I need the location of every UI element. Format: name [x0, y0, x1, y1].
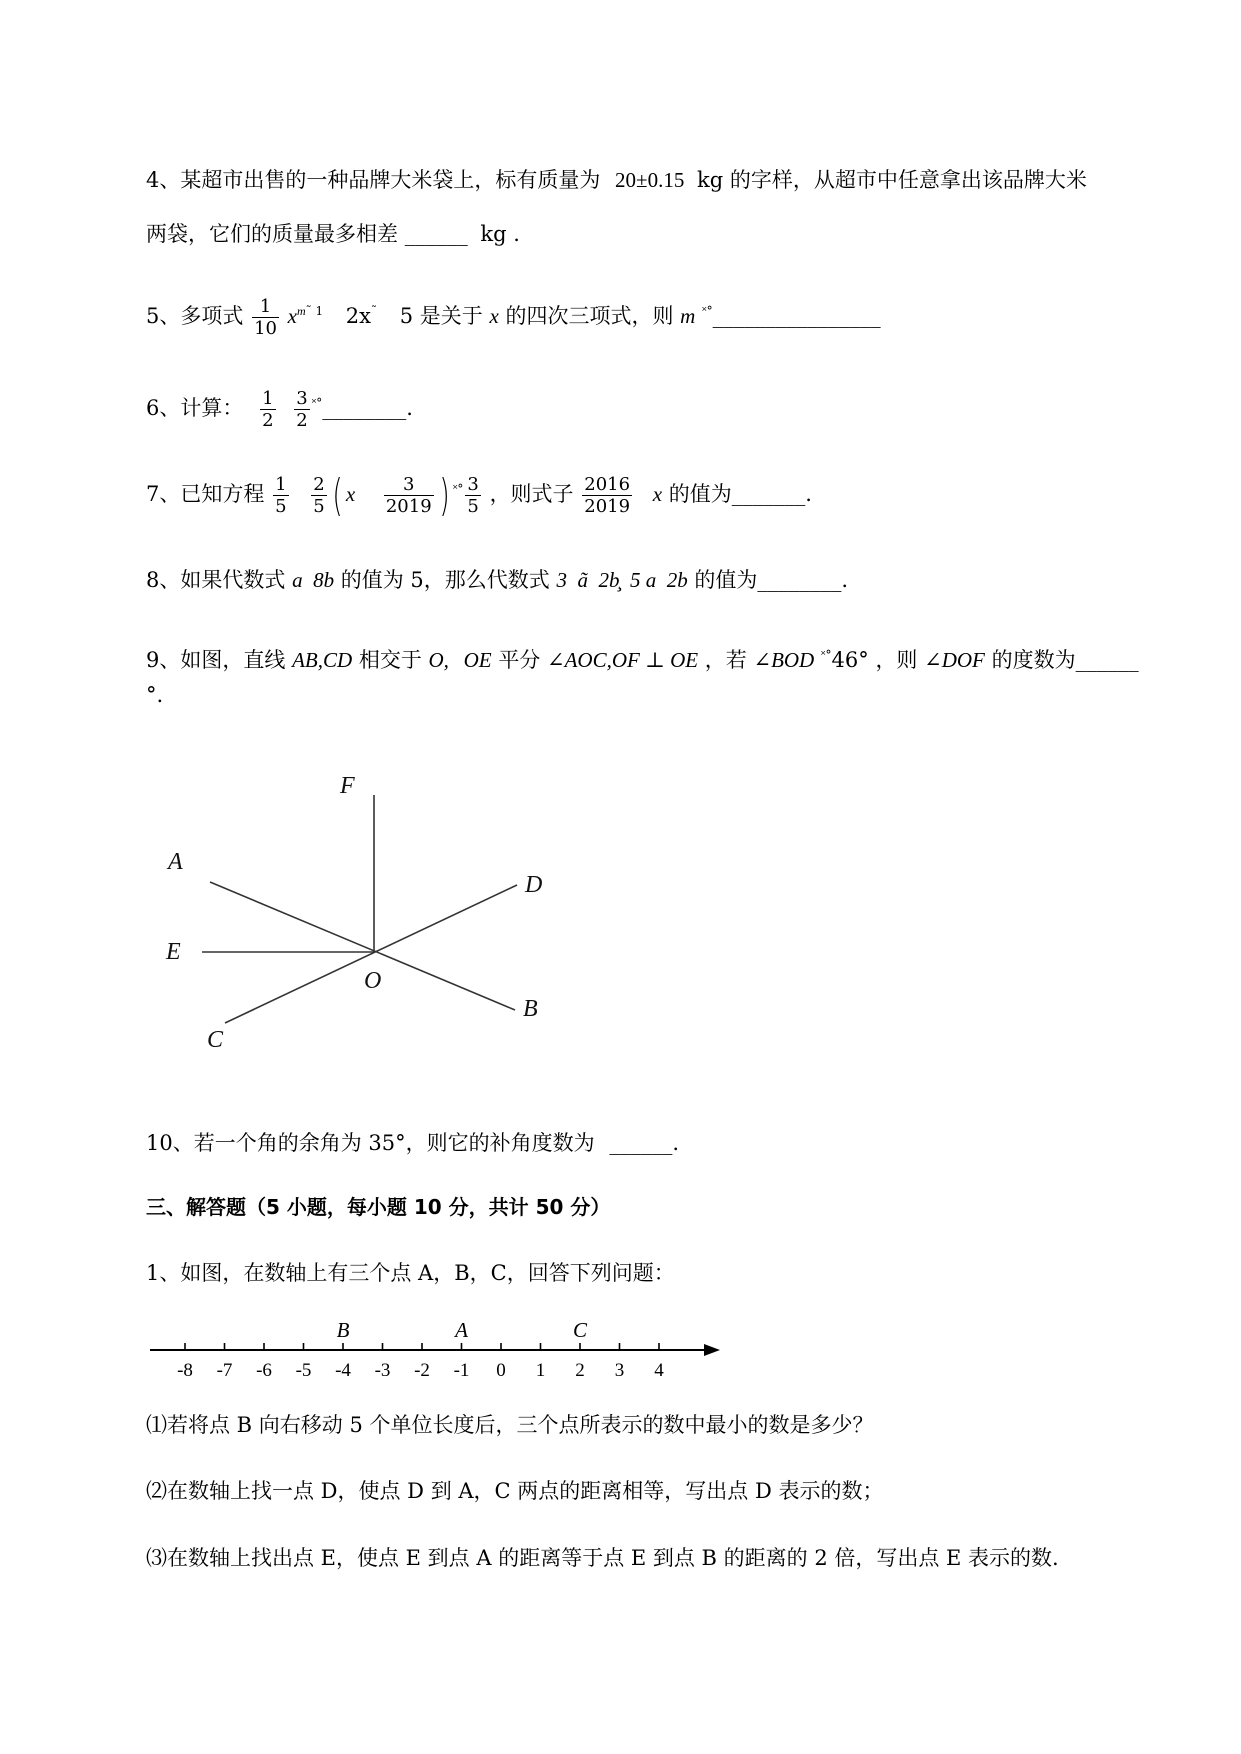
q4-text-b: 的字样，从超市中任意拿出该品牌大米 [729, 168, 1087, 192]
tick-label: -3 [374, 1360, 391, 1381]
tick-label: 4 [654, 1360, 664, 1381]
tick-label: 3 [614, 1360, 625, 1381]
q7-fraction-2: $\frac{2}{5}$ [313, 474, 325, 517]
q4-unit: kg [697, 168, 724, 192]
q8-end: . [841, 568, 849, 592]
q6-fraction-1: $\frac{1}{2}$ [262, 388, 274, 431]
q8-answer-blank[interactable]: ________ [757, 568, 842, 592]
q8-expr-2: 3 ã 2b̧ 5 a 2b [556, 568, 688, 592]
q7-x: x [345, 482, 356, 506]
label-e: E [166, 939, 181, 965]
q5-var: x [489, 304, 499, 328]
q9-line2 [146, 680, 163, 710]
q5-term-mark: ˜ [371, 304, 378, 318]
q10-line [146, 1128, 679, 1158]
q9-o: O, [428, 648, 449, 672]
q9-angle-1: ∠AOC,OF ⊥ OE [547, 648, 699, 672]
q4-answer-blank[interactable]: ______ [404, 222, 468, 246]
p1-sub3: ⑶在数轴上找出点 E，使点 E 到点 A 的距离等于点 E 到点 B 的距离的 2 倍，写出点 E 表示的数. [146, 1546, 1059, 1570]
tick-label: 1 [535, 1360, 546, 1381]
tick-label: -2 [414, 1360, 430, 1381]
number-line [145, 1310, 725, 1390]
q9-value: 46° [831, 648, 869, 672]
q9-figure [150, 765, 570, 1065]
q7-fraction-4: $\frac{3}{5}$ [467, 474, 479, 517]
q9-text-d: ，则 [875, 648, 918, 672]
q9-text-c: ，若 [704, 648, 747, 672]
q7-line [146, 469, 812, 521]
tick-label: -4 [335, 1360, 351, 1381]
q10-answer-blank[interactable]: ______ [609, 1131, 673, 1155]
q9-mark: ˟° [820, 648, 832, 662]
point-label-b: B [336, 1318, 350, 1342]
q9-text-b: 平分 [498, 648, 541, 672]
q4-text-a: 4、某超市出售的一种品牌大米袋上，标有质量为 [146, 168, 601, 192]
q9-angle-2: ∠BOD [753, 648, 815, 672]
q5-mark: ˟° [702, 304, 713, 318]
q4-value: 20±0.15 [615, 168, 685, 192]
q7-x2: x [652, 482, 663, 506]
q7-text-a: ，则式子 [489, 482, 574, 506]
label-c: C [207, 1027, 224, 1053]
q9-degree: °. [146, 683, 164, 707]
q4-line1 [146, 165, 1087, 195]
q5-text-a: 是关于 [419, 304, 483, 328]
label-d: D [525, 872, 543, 898]
q8-text-a: 的值为 5，那么代数式 [340, 568, 550, 592]
q10-end: . [672, 1131, 679, 1155]
q6-line [146, 388, 413, 431]
q8-line [146, 565, 848, 595]
q7-text-b: 的值为 [668, 482, 732, 506]
q4-unit-2: kg . [480, 222, 520, 246]
q8-prefix: 8、如果代数式 [146, 568, 286, 592]
q7-fraction-3: $\frac{3}{2019}$ [385, 474, 432, 517]
q5-m: m [680, 304, 696, 328]
q5-exponent: m [296, 304, 306, 318]
section-3-title: 三、解答题（5 小题，每小题 10 分，共计 50 分） [146, 1195, 611, 1219]
q7-fraction-5: $\frac{2016}{2019}$ [584, 474, 631, 517]
q9-angle-3: ∠DOF [924, 648, 985, 672]
q6-mark: ˟° [311, 396, 323, 410]
q9-text-a: 相交于 [358, 648, 422, 672]
line-cd [225, 885, 517, 1023]
label-a: A [168, 849, 183, 875]
q5-prefix: 5、多项式 [146, 304, 244, 328]
tick-label: 0 [496, 1360, 506, 1381]
q4-text-c: 两袋，它们的质量最多相差 [146, 222, 398, 246]
q9-text-e: 的度数为 [991, 648, 1076, 672]
q7-prefix: 7、已知方程 [146, 482, 265, 506]
q5-term: 2x [345, 304, 372, 328]
q9-prefix: 9、如图，直线 [146, 648, 286, 672]
q7-end: . [805, 482, 812, 506]
q7-answer-blank[interactable]: _______ [731, 482, 806, 506]
tick-label: -7 [216, 1360, 233, 1381]
q5-answer-blank[interactable]: ________________ [712, 304, 881, 328]
q6-answer-blank[interactable]: ________ [322, 396, 407, 420]
q7-mark: ˟° [452, 482, 464, 496]
q6-end: . [406, 396, 413, 420]
q5-x: x [287, 304, 297, 328]
q10-text: 10、若一个角的余角为 35°，则它的补角度数为 [146, 1131, 595, 1155]
label-b: B [523, 996, 538, 1022]
q4-line2 [146, 219, 520, 249]
point-label-a: A [455, 1318, 468, 1342]
tick-label: -6 [256, 1360, 272, 1381]
q8-expr-1: a 8b [292, 568, 335, 592]
q9-lines: AB,CD [292, 648, 353, 672]
q5-fraction: $\frac{1}{10}$ [254, 296, 277, 339]
q9-answer-blank[interactable]: ______ [1075, 648, 1139, 672]
q7-fraction-1: $\frac{1}{5}$ [275, 474, 287, 517]
p1-sub2: ⑵在数轴上找一点 D，使点 D 到 A，C 两点的距离相等，写出点 D 表示的数； [146, 1479, 884, 1503]
label-o: O [364, 968, 382, 994]
tick-label: 2 [575, 1360, 585, 1381]
q7-left-paren: ( [332, 469, 343, 521]
q5-text-b: 的四次三项式，则 [505, 304, 674, 328]
q9-oe: OE [463, 648, 492, 672]
point-label-c: C [572, 1318, 588, 1342]
q5-line [146, 296, 881, 339]
label-f: F [340, 773, 355, 799]
q9-line1 [146, 640, 1139, 675]
number-line-arrow [704, 1344, 720, 1356]
tick-label: -1 [453, 1360, 470, 1381]
q5-exponent-extra: ˜ 1 [305, 304, 324, 318]
tick-label: -8 [177, 1360, 193, 1381]
line-ab [210, 882, 515, 1010]
tick-label: -5 [295, 1360, 312, 1381]
p1-sub1: ⑴若将点 B 向右移动 5 个单位长度后，三个点所表示的数中最小的数是多少？ [146, 1413, 874, 1437]
q5-const: 5 [399, 304, 414, 328]
q8-text-b: 的值为 [694, 568, 758, 592]
q7-right-paren: ) [439, 469, 450, 521]
p1-intro: 1、如图，在数轴上有三个点 A，B，C，回答下列问题： [146, 1261, 675, 1285]
q6-fraction-2: $\frac{3}{2}$ [296, 388, 308, 431]
q6-prefix: 6、计算： [146, 396, 244, 420]
